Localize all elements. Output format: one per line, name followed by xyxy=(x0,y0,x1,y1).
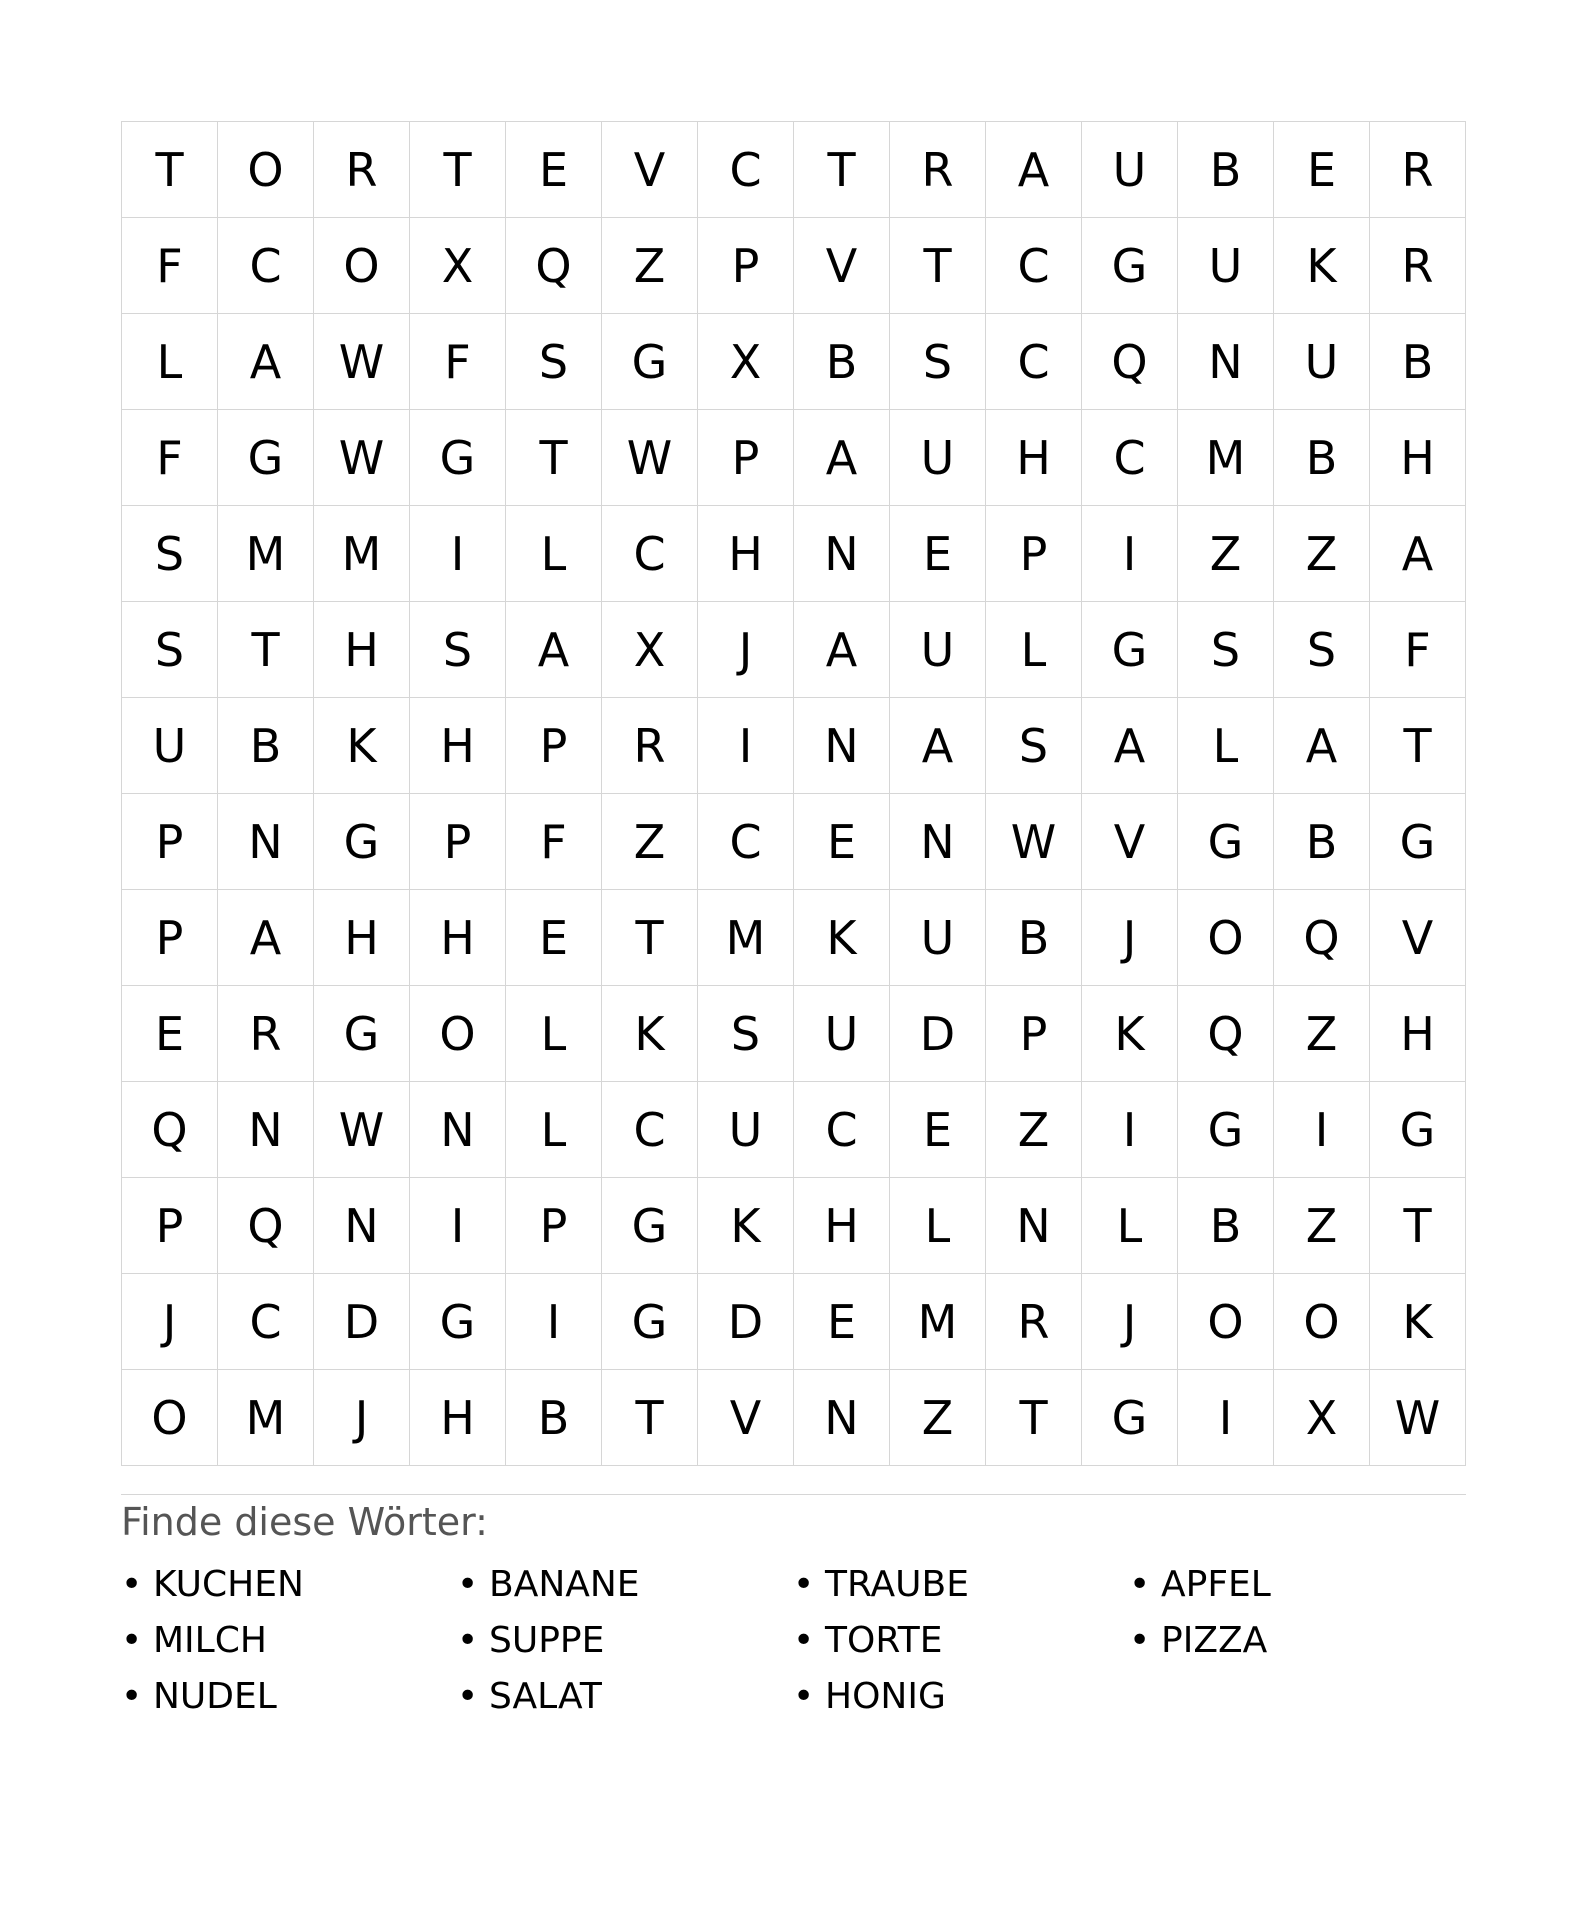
grid-cell[interactable]: L xyxy=(890,1178,986,1274)
grid-cell[interactable]: K xyxy=(314,698,410,794)
grid-cell[interactable]: E xyxy=(122,986,218,1082)
grid-cell[interactable]: J xyxy=(122,1274,218,1370)
word-list-item xyxy=(793,1612,1129,1668)
grid-cell[interactable]: P xyxy=(986,506,1082,602)
grid-cell[interactable]: H xyxy=(1370,410,1466,506)
grid-cell[interactable]: O xyxy=(122,1370,218,1466)
grid-cell[interactable]: U xyxy=(890,890,986,986)
grid-cell[interactable]: I xyxy=(506,1274,602,1370)
bullet-icon: • xyxy=(457,1675,479,1717)
grid-cell[interactable]: H xyxy=(410,698,506,794)
grid-cell[interactable]: Z xyxy=(1274,1178,1370,1274)
grid-cell[interactable]: N xyxy=(890,794,986,890)
grid-cell[interactable]: M xyxy=(218,506,314,602)
word-label: APFEL xyxy=(1161,1563,1271,1605)
grid-cell[interactable]: U xyxy=(122,698,218,794)
grid-cell[interactable]: H xyxy=(410,890,506,986)
grid-cell[interactable]: E xyxy=(794,794,890,890)
bullet-icon: • xyxy=(121,1563,143,1605)
grid-cell[interactable]: A xyxy=(1274,698,1370,794)
grid-cell[interactable]: H xyxy=(314,602,410,698)
word-list-item xyxy=(793,1668,1129,1724)
grid-cell[interactable]: E xyxy=(890,506,986,602)
grid-cell[interactable]: B xyxy=(1274,794,1370,890)
grid-cell[interactable]: O xyxy=(410,986,506,1082)
word-list-item xyxy=(121,1668,457,1724)
grid-cell[interactable]: Q xyxy=(1274,890,1370,986)
grid-cell[interactable]: J xyxy=(698,602,794,698)
grid-cell[interactable]: G xyxy=(1082,218,1178,314)
grid-cell[interactable]: P xyxy=(122,1178,218,1274)
grid-cell[interactable]: I xyxy=(1274,1082,1370,1178)
word-list-item xyxy=(1129,1556,1465,1612)
word-label: MILCH xyxy=(153,1619,267,1661)
grid-cell[interactable]: N xyxy=(218,794,314,890)
grid-cell[interactable]: I xyxy=(1082,1082,1178,1178)
grid-cell[interactable]: B xyxy=(1274,410,1370,506)
grid-cell[interactable]: D xyxy=(698,1274,794,1370)
grid-cell[interactable]: S xyxy=(986,698,1082,794)
grid-cell[interactable]: Q xyxy=(218,1178,314,1274)
grid-cell[interactable]: K xyxy=(1082,986,1178,1082)
grid-cell[interactable]: S xyxy=(1178,602,1274,698)
grid-cell[interactable]: D xyxy=(890,986,986,1082)
grid-cell[interactable]: V xyxy=(602,122,698,218)
word-search-grid xyxy=(121,121,1466,1466)
word-list-item xyxy=(1129,1612,1465,1668)
grid-cell[interactable]: Q xyxy=(1178,986,1274,1082)
grid-cell[interactable]: U xyxy=(1178,218,1274,314)
grid-cell[interactable]: M xyxy=(314,506,410,602)
grid-cell[interactable]: K xyxy=(698,1178,794,1274)
grid-cell[interactable]: A xyxy=(890,698,986,794)
grid-cell[interactable]: F xyxy=(410,314,506,410)
word-list-heading: Finde diese Wörter: xyxy=(121,1500,488,1544)
grid-cell[interactable]: R xyxy=(314,122,410,218)
grid-cell[interactable]: P xyxy=(506,1178,602,1274)
grid-cell[interactable]: R xyxy=(890,122,986,218)
grid-cell[interactable]: O xyxy=(1274,1274,1370,1370)
grid-cell[interactable]: H xyxy=(698,506,794,602)
grid-cell[interactable]: W xyxy=(314,314,410,410)
grid-cell[interactable]: R xyxy=(602,698,698,794)
grid-cell[interactable]: Z xyxy=(1274,986,1370,1082)
bullet-icon: • xyxy=(457,1563,479,1605)
grid-cell[interactable]: G xyxy=(410,1274,506,1370)
grid-cell[interactable]: S xyxy=(890,314,986,410)
grid-cell[interactable]: G xyxy=(602,1178,698,1274)
grid-cell[interactable]: L xyxy=(122,314,218,410)
grid-cell[interactable]: A xyxy=(218,890,314,986)
grid-cell[interactable]: E xyxy=(1274,122,1370,218)
grid-cell[interactable]: E xyxy=(890,1082,986,1178)
grid-cell[interactable]: T xyxy=(1370,1178,1466,1274)
grid-cell[interactable]: G xyxy=(218,410,314,506)
grid-cell[interactable]: M xyxy=(698,890,794,986)
grid-cell[interactable]: T xyxy=(410,122,506,218)
grid-cell[interactable]: T xyxy=(1370,698,1466,794)
grid-cell[interactable]: Z xyxy=(890,1370,986,1466)
bullet-icon: • xyxy=(793,1619,815,1661)
bullet-icon: • xyxy=(793,1563,815,1605)
grid-cell[interactable]: Z xyxy=(602,794,698,890)
grid-cell[interactable]: O xyxy=(314,218,410,314)
grid-cell[interactable]: M xyxy=(218,1370,314,1466)
grid-cell[interactable]: C xyxy=(1082,410,1178,506)
grid-cell[interactable]: X xyxy=(698,314,794,410)
grid-cell[interactable]: H xyxy=(1370,986,1466,1082)
grid-cell[interactable]: R xyxy=(986,1274,1082,1370)
grid-cell[interactable]: A xyxy=(1370,506,1466,602)
grid-cell[interactable]: I xyxy=(1178,1370,1274,1466)
grid-cell[interactable]: P xyxy=(410,794,506,890)
word-list-item xyxy=(121,1556,457,1612)
grid-cell[interactable]: J xyxy=(1082,1274,1178,1370)
grid-cell[interactable]: J xyxy=(314,1370,410,1466)
grid-cell[interactable]: V xyxy=(1082,794,1178,890)
grid-cell[interactable]: E xyxy=(506,890,602,986)
grid-cell[interactable]: B xyxy=(218,698,314,794)
grid-cell[interactable]: X xyxy=(1274,1370,1370,1466)
grid-cell[interactable]: I xyxy=(1082,506,1178,602)
grid-cell[interactable]: H xyxy=(986,410,1082,506)
grid-cell[interactable]: W xyxy=(602,410,698,506)
grid-cell[interactable]: Q xyxy=(122,1082,218,1178)
grid-cell[interactable]: L xyxy=(506,506,602,602)
grid-cell[interactable]: B xyxy=(506,1370,602,1466)
grid-cell[interactable]: P xyxy=(698,410,794,506)
grid-cell[interactable]: L xyxy=(986,602,1082,698)
grid-cell[interactable]: S xyxy=(506,314,602,410)
grid-cell[interactable]: I xyxy=(410,1178,506,1274)
grid-cell[interactable]: M xyxy=(1178,410,1274,506)
grid-cell[interactable]: G xyxy=(410,410,506,506)
grid-cell[interactable]: I xyxy=(410,506,506,602)
word-label: KUCHEN xyxy=(153,1563,304,1605)
grid-cell[interactable]: V xyxy=(794,218,890,314)
grid-cell[interactable]: T xyxy=(218,602,314,698)
bullet-icon: • xyxy=(121,1675,143,1717)
word-label: NUDEL xyxy=(153,1675,277,1717)
grid-cell[interactable]: B xyxy=(794,314,890,410)
grid-cell[interactable]: N xyxy=(794,1370,890,1466)
grid-cell[interactable]: T xyxy=(794,122,890,218)
grid-cell[interactable]: Z xyxy=(1274,506,1370,602)
word-label: SALAT xyxy=(489,1675,602,1717)
grid-cell[interactable]: E xyxy=(794,1274,890,1370)
grid-cell[interactable]: N xyxy=(794,698,890,794)
grid-cell[interactable]: B xyxy=(986,890,1082,986)
word-label: HONIG xyxy=(825,1675,946,1717)
grid-cell[interactable]: C xyxy=(218,1274,314,1370)
grid-cell[interactable]: S xyxy=(410,602,506,698)
bullet-icon: • xyxy=(457,1619,479,1661)
grid-cell[interactable]: L xyxy=(1082,1178,1178,1274)
grid-cell[interactable]: C xyxy=(794,1082,890,1178)
grid-cell[interactable]: G xyxy=(602,1274,698,1370)
grid-cell[interactable]: F xyxy=(122,218,218,314)
bullet-icon: • xyxy=(1129,1619,1151,1661)
grid-cell[interactable]: C xyxy=(602,506,698,602)
grid-cell[interactable]: B xyxy=(1370,314,1466,410)
grid-cell[interactable]: Q xyxy=(506,218,602,314)
grid-cell[interactable]: G xyxy=(314,986,410,1082)
word-list-item xyxy=(457,1668,793,1724)
grid-cell[interactable]: N xyxy=(794,506,890,602)
word-list-item xyxy=(793,1556,1129,1612)
grid-cell[interactable]: U xyxy=(890,602,986,698)
grid-cell[interactable]: G xyxy=(1082,1370,1178,1466)
grid-cell[interactable]: V xyxy=(698,1370,794,1466)
grid-cell[interactable]: N xyxy=(218,1082,314,1178)
word-label: PIZZA xyxy=(1161,1619,1268,1661)
word-list-item xyxy=(457,1612,793,1668)
grid-cell[interactable]: S xyxy=(698,986,794,1082)
grid-cell[interactable]: H xyxy=(314,890,410,986)
grid-cell[interactable]: E xyxy=(506,122,602,218)
grid-cell[interactable]: P xyxy=(122,890,218,986)
word-label: SUPPE xyxy=(489,1619,605,1661)
word-list-item xyxy=(457,1556,793,1612)
grid-cell[interactable]: L xyxy=(506,986,602,1082)
grid-cell[interactable]: F xyxy=(1370,602,1466,698)
grid-cell[interactable]: W xyxy=(314,1082,410,1178)
grid-cell[interactable]: O xyxy=(218,122,314,218)
grid-cell[interactable]: X xyxy=(410,218,506,314)
grid-cell[interactable]: R xyxy=(218,986,314,1082)
grid-cell[interactable]: U xyxy=(1274,314,1370,410)
grid-cell[interactable]: T xyxy=(890,218,986,314)
grid-cell[interactable]: C xyxy=(602,1082,698,1178)
grid-cell[interactable]: N xyxy=(410,1082,506,1178)
grid-cell[interactable]: C xyxy=(986,314,1082,410)
grid-cell[interactable]: O xyxy=(1178,1274,1274,1370)
grid-cell[interactable]: F xyxy=(506,794,602,890)
grid-cell[interactable]: P xyxy=(698,218,794,314)
bullet-icon: • xyxy=(1129,1563,1151,1605)
grid-cell[interactable]: P xyxy=(986,986,1082,1082)
grid-cell[interactable]: A xyxy=(506,602,602,698)
grid-cell[interactable]: Z xyxy=(602,218,698,314)
grid-cell[interactable]: C xyxy=(698,122,794,218)
grid-cell[interactable]: T xyxy=(122,122,218,218)
grid-cell[interactable]: M xyxy=(890,1274,986,1370)
grid-cell[interactable]: A xyxy=(794,410,890,506)
grid-cell[interactable]: T xyxy=(986,1370,1082,1466)
grid-cell[interactable]: T xyxy=(602,1370,698,1466)
grid-cell[interactable]: U xyxy=(1082,122,1178,218)
word-list-item xyxy=(121,1612,457,1668)
grid-cell[interactable]: G xyxy=(1082,602,1178,698)
word-label: TRAUBE xyxy=(825,1563,969,1605)
grid-cell[interactable]: G xyxy=(1370,1082,1466,1178)
grid-cell[interactable]: U xyxy=(698,1082,794,1178)
grid-cell[interactable]: V xyxy=(1370,890,1466,986)
grid-cell[interactable]: W xyxy=(314,410,410,506)
grid-cell[interactable]: A xyxy=(794,602,890,698)
bullet-icon: • xyxy=(121,1619,143,1661)
grid-cell[interactable]: G xyxy=(1370,794,1466,890)
divider xyxy=(121,1494,1466,1495)
grid-cell[interactable]: U xyxy=(890,410,986,506)
grid-cell[interactable]: C xyxy=(218,218,314,314)
grid-cell[interactable]: D xyxy=(314,1274,410,1370)
grid-cell[interactable]: N xyxy=(314,1178,410,1274)
grid-cell[interactable]: F xyxy=(122,410,218,506)
grid-cell[interactable]: Q xyxy=(1082,314,1178,410)
grid-cell[interactable]: L xyxy=(506,1082,602,1178)
bullet-icon: • xyxy=(793,1675,815,1717)
grid-cell[interactable]: J xyxy=(1082,890,1178,986)
grid-cell[interactable]: R xyxy=(1370,218,1466,314)
grid-cell[interactable]: G xyxy=(1178,794,1274,890)
grid-cell[interactable]: G xyxy=(602,314,698,410)
grid-cell[interactable]: U xyxy=(794,986,890,1082)
grid-cell[interactable]: X xyxy=(602,602,698,698)
grid-cell[interactable]: N xyxy=(986,1178,1082,1274)
grid-cell[interactable]: K xyxy=(1370,1274,1466,1370)
grid-cell[interactable]: Z xyxy=(986,1082,1082,1178)
grid-cell[interactable]: B xyxy=(1178,122,1274,218)
grid-cell[interactable]: N xyxy=(1178,314,1274,410)
grid-cell[interactable]: H xyxy=(794,1178,890,1274)
grid-cell[interactable]: H xyxy=(410,1370,506,1466)
grid-cell[interactable]: G xyxy=(314,794,410,890)
grid-cell[interactable]: A xyxy=(986,122,1082,218)
grid-cell[interactable]: S xyxy=(122,602,218,698)
grid-cell[interactable]: C xyxy=(698,794,794,890)
grid-cell[interactable]: A xyxy=(218,314,314,410)
grid-cell[interactable]: T xyxy=(602,890,698,986)
word-list xyxy=(121,1556,1466,1724)
grid-cell[interactable]: S xyxy=(122,506,218,602)
grid-cell[interactable]: K xyxy=(1274,218,1370,314)
grid-cell[interactable]: Z xyxy=(1178,506,1274,602)
grid-cell[interactable]: A xyxy=(1082,698,1178,794)
grid-cell[interactable]: G xyxy=(1178,1082,1274,1178)
grid-cell[interactable]: W xyxy=(1370,1370,1466,1466)
word-label: TORTE xyxy=(825,1619,943,1661)
grid-cell[interactable]: L xyxy=(1178,698,1274,794)
grid-cell[interactable]: K xyxy=(794,890,890,986)
grid-cell[interactable]: C xyxy=(986,218,1082,314)
word-label: BANANE xyxy=(489,1563,640,1605)
grid-cell[interactable]: T xyxy=(506,410,602,506)
grid-cell[interactable]: O xyxy=(1178,890,1274,986)
grid-cell[interactable]: P xyxy=(122,794,218,890)
grid-cell[interactable]: S xyxy=(1274,602,1370,698)
grid-cell[interactable]: I xyxy=(698,698,794,794)
grid-cell[interactable]: B xyxy=(1178,1178,1274,1274)
grid-cell[interactable]: P xyxy=(506,698,602,794)
grid-cell[interactable]: K xyxy=(602,986,698,1082)
grid-cell[interactable]: W xyxy=(986,794,1082,890)
grid-cell[interactable]: R xyxy=(1370,122,1466,218)
